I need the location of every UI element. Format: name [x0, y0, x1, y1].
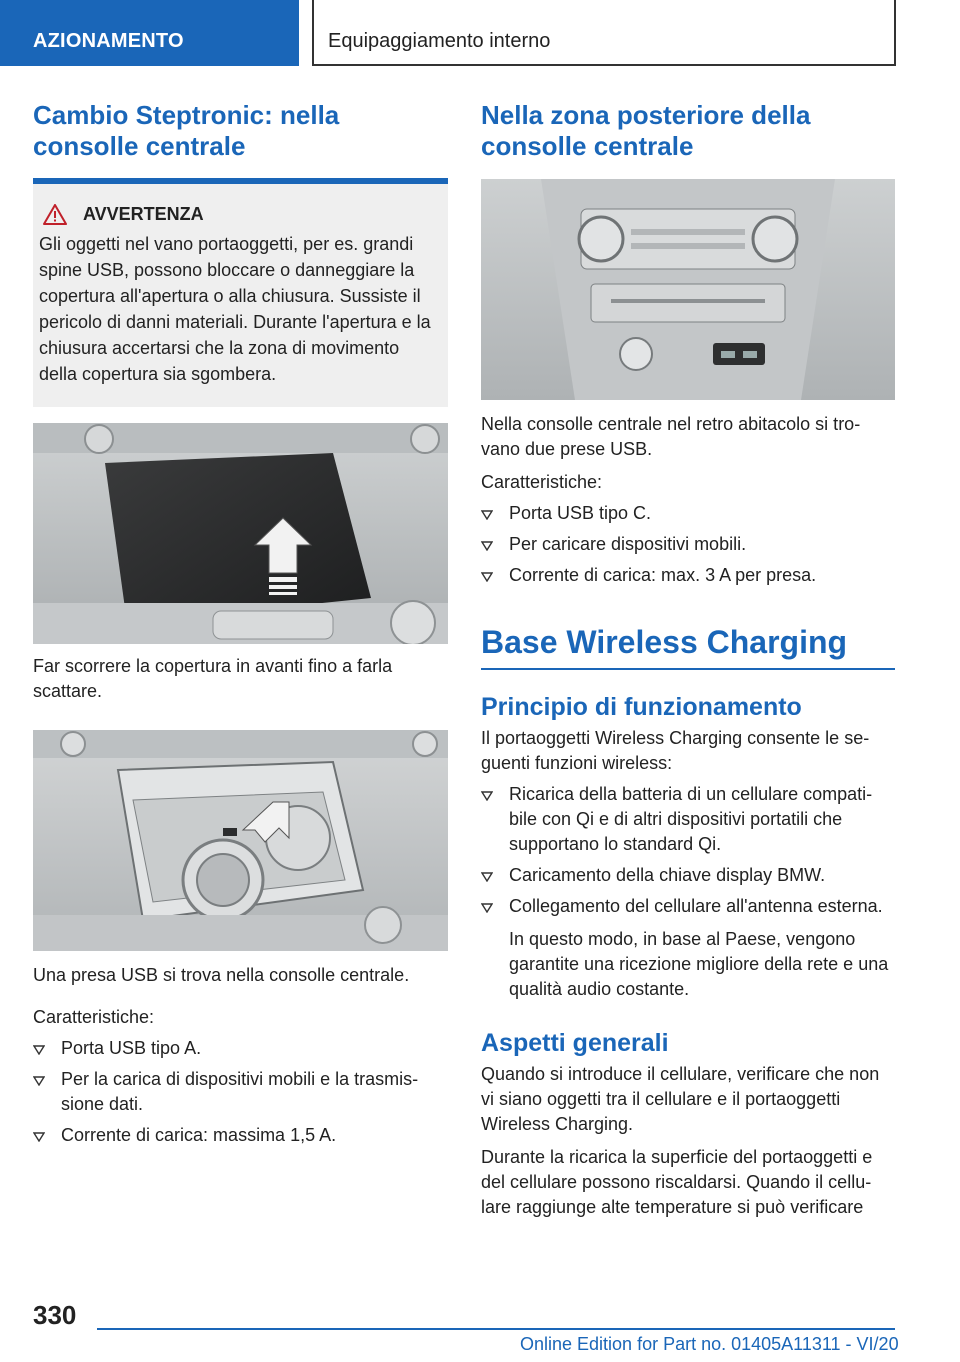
list-item: Collegamento del cellulare all'antenna esterna. In questo modo, in base al Paese, vengono garantite una ricezione migliore della rete e una qualità audio costante.	[481, 894, 895, 1002]
list-item: Caricamento della chiave display BMW.	[481, 863, 895, 888]
list-item: Porta USB tipo C.	[481, 501, 895, 526]
features-label-left: Caratteristiche:	[33, 1007, 155, 1027]
principle-heading: Principio di funzionamento	[481, 693, 802, 721]
section-tab: AZIONAMENTO	[0, 0, 299, 66]
caption-cover-slide: Far scorrere la copertura in avanti fino a farla scattare.	[33, 656, 393, 701]
cover-slide-photo	[33, 423, 448, 644]
triangle-bullet-icon	[481, 872, 493, 882]
right-column	[481, 100, 895, 1220]
list-item: Corrente di carica: massima 1,5 A.	[33, 1123, 448, 1148]
list-item: Porta USB tipo A.	[33, 1036, 448, 1061]
left-column	[33, 100, 448, 1148]
triangle-bullet-icon	[481, 510, 493, 520]
warning-text: Gli oggetti nel vano portaoggetti, per es. grandi spine USB, possono bloccare o danneggiare la copertura all'apertura o alla chiusura. Sussiste il pericolo di danni materiali. Durante l'apertura e la chiusura accertarsi che la zona di movimento della copertura sia sgombera.	[39, 234, 431, 384]
list-item: Per la carica di dispositivi mobili e la trasmis-sione dati.	[33, 1067, 448, 1117]
features-list-right	[481, 501, 895, 588]
features-label-right: Caratteristiche:	[481, 472, 603, 492]
general-paragraph-1: Quando si introduce il cellulare, verificare che non vi siano oggetti tra il cellulare e il portaoggetti Wireless Charging.	[481, 1064, 880, 1134]
rear-console-heading: Nella zona posteriore della consolle centrale	[481, 100, 811, 161]
features-list-left	[33, 1036, 448, 1148]
rear-console-photo	[481, 179, 895, 400]
page-header	[0, 0, 960, 66]
chapter-title: Equipaggiamento interno	[312, 0, 896, 66]
list-item-note: In questo modo, in base al Paese, vengono garantite una ricezione migliore della rete e una qualità audio costante.	[509, 929, 889, 999]
principle-intro: Il portaoggetti Wireless Charging consente le se-guenti funzioni wireless:	[481, 728, 870, 773]
caption-usb: Una presa USB si trova nella consolle centrale.	[33, 965, 410, 985]
general-heading: Aspetti generali	[481, 1029, 669, 1057]
list-item: Ricarica della batteria di un cellulare compati-bile con Qi e di altri dispositivi portatili che supportano lo standard Qi.	[481, 782, 895, 857]
triangle-bullet-icon	[33, 1076, 45, 1086]
steptronic-heading: Cambio Steptronic: nella consolle centrale	[33, 100, 340, 161]
principle-list	[481, 782, 895, 1002]
triangle-bullet-icon	[481, 572, 493, 582]
triangle-bullet-icon	[33, 1045, 45, 1055]
general-paragraph-2: Durante la ricarica la superficie del portaoggetti e del cellulare possono riscaldarsi. Quando il cellu-lare raggiunge alte temperature si può verificare	[481, 1147, 873, 1217]
page-number: 330	[33, 1300, 77, 1330]
triangle-bullet-icon	[481, 903, 493, 913]
footer-rule	[97, 1328, 895, 1330]
triangle-bullet-icon	[481, 791, 493, 801]
warning-title: AVVERTENZA	[83, 204, 204, 224]
edition-text: Online Edition for Part no. 01405A11311 - VI/20	[520, 1334, 899, 1354]
list-item: Corrente di carica: max. 3 A per presa.	[481, 563, 895, 588]
wireless-charging-heading: Base Wireless Charging	[481, 624, 848, 660]
triangle-bullet-icon	[33, 1132, 45, 1142]
warning-title-row	[39, 204, 442, 225]
list-item: Per caricare dispositivi mobili.	[481, 532, 895, 557]
caption-rear-usb: Nella consolle centrale nel retro abitacolo si tro-vano due prese USB.	[481, 414, 861, 459]
warning-box	[33, 184, 448, 407]
warning-triangle-icon	[43, 204, 67, 225]
usb-compartment-photo	[33, 730, 448, 951]
triangle-bullet-icon	[481, 541, 493, 551]
section-rule	[481, 668, 895, 670]
